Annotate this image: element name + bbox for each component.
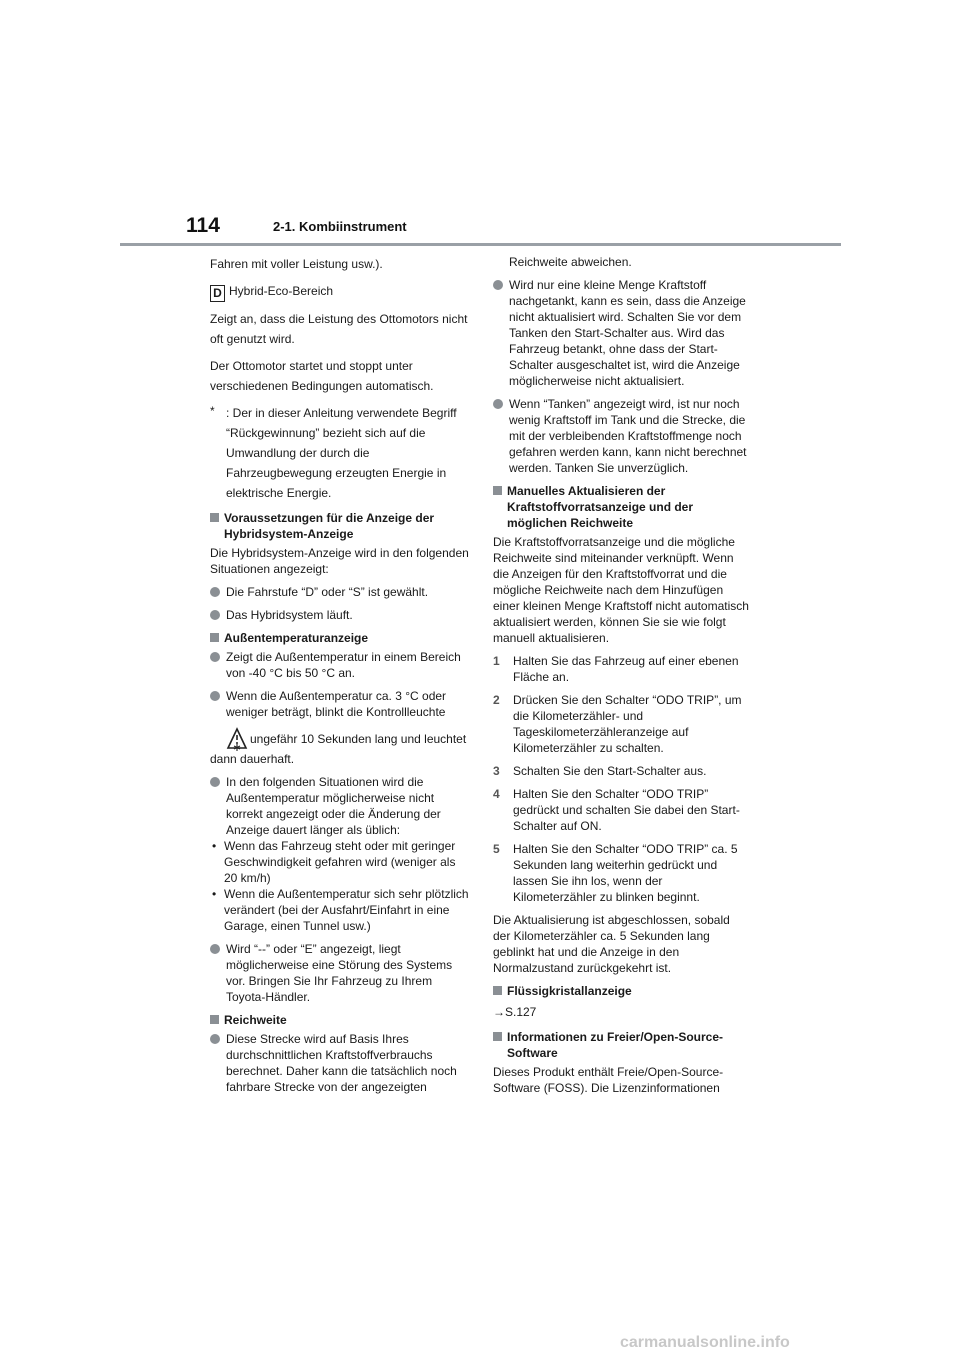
footnote-text: : Der in dieser Anleitung verwendete Begriff “Rückgewinnung” bezieht sich auf die Umwandlung der durch die Fahrzeugbewegung erzeugten Energie in elektrische Energie. xyxy=(226,406,457,500)
header-divider xyxy=(120,243,841,246)
hybrid-eco-title xyxy=(210,281,470,302)
circle-bullet-icon xyxy=(210,944,220,954)
heading-reichweite: Reichweite xyxy=(210,1012,470,1028)
watermark: carmanualsonline.info xyxy=(620,1334,790,1351)
square-bullet-icon xyxy=(210,633,219,642)
circle-bullet-icon xyxy=(210,777,220,787)
step-item: 5 Halten Sie den Schalter “ODO TRIP” ca. 5 Sekunden lang weiterhin gedrückt und lassen Sie ihn los, wenn der Kilometerzähler zu blinken beginnt. xyxy=(493,842,738,904)
list-item: Zeigt die Außentemperatur in einem Bereich von -40 °C bis 50 °C an. xyxy=(210,649,470,681)
ice-warning-icon xyxy=(226,727,248,751)
paragraph-continuation: Reichweite abweichen. xyxy=(509,255,632,269)
foss-paragraph: Dieses Produkt enthält Freie/Open-Source-Software (FOSS). Die Lizenzinformationen xyxy=(493,1065,724,1095)
heading-voraussetzungen: Voraussetzungen für die Anzeige der Hybridsystem-Anzeige xyxy=(210,510,470,542)
square-bullet-icon xyxy=(493,486,502,495)
square-bullet-icon xyxy=(210,1015,219,1024)
eco-paragraph-2: Der Ottomotor startet und stoppt unter verschiedenen Bedingungen automatisch. xyxy=(210,359,434,393)
footnote xyxy=(210,403,470,503)
footnote-star: * xyxy=(210,404,215,418)
list-item: Wenn die Außentemperatur ca. 3 °C oder weniger beträgt, blinkt die Kontrollleuchte xyxy=(210,688,470,720)
circle-bullet-icon xyxy=(493,399,503,409)
heading-foss: Informationen zu Freier/Open-Source-Software xyxy=(493,1029,749,1061)
list-item: Wenn “Tanken” angezeigt wird, ist nur noch wenig Kraftstoff im Tank und die Strecke, die mit der verbleibenden Kraftstoffmenge noch gefahren werden kann, kann nicht berechnet werden. Tanken Sie unverzüglich. xyxy=(493,396,749,476)
right-column xyxy=(493,254,749,1103)
list-item: Wird nur eine kleine Menge Kraftstoff nachgetankt, kann es sein, dass die Anzeige nicht aktualisiert wird. Schalten Sie vor dem Tanken den Start-Schalter aus. Wird das Fahrzeug betankt, ohne dass der Start-Schalter ausgeschaltet ist, wird die Anzeige möglicherweise nicht aktualisiert. xyxy=(493,277,749,389)
heading-manuell: Manuelles Aktualisieren der Kraftstoffvorratsanzeige und der möglichen Reichweite xyxy=(493,483,749,531)
eco-paragraph-1: Zeigt an, dass die Leistung des Ottomotors nicht oft genutzt wird. xyxy=(210,312,468,346)
circle-bullet-icon xyxy=(210,691,220,701)
paragraph-continuation: Fahren mit voller Leistung usw.). xyxy=(210,257,383,271)
sub-list-item: • Wenn das Fahrzeug steht oder mit geringer Geschwindigkeit gefahren wird (weniger als 20 km/h) xyxy=(212,839,456,885)
d-label-icon: D xyxy=(210,285,225,302)
sub-list-item: • Wenn die Außentemperatur sich sehr plötzlich verändert (bei der Ausfahrt/Einfahrt in eine Garage, einen Tunnel usw.) xyxy=(212,887,469,933)
left-column xyxy=(210,254,470,1102)
page-header xyxy=(0,0,960,250)
section-title: 2-1. Kombiinstrument xyxy=(273,219,407,234)
step-item: 2 Drücken Sie den Schalter “ODO TRIP”, um die Kilometerzähler- und Tageskilometerzähleranzeige auf Kilometerzähler zu schalten. xyxy=(493,693,742,755)
hybrid-eco-label: Hybrid-Eco-Bereich xyxy=(229,284,334,298)
list-item: Die Fahrstufe “D” oder “S” ist gewählt. xyxy=(210,584,470,600)
lcd-page-link[interactable]: →S.127 xyxy=(493,1005,537,1019)
abschluss-paragraph: Die Aktualisierung ist abgeschlossen, sobald der Kilometerzähler ca. 5 Sekunden lang geblinkt hat und die Anzeige in den Normalzustand zurückgekehrt ist. xyxy=(493,913,730,975)
list-item: Diese Strecke wird auf Basis Ihres durchschnittlichen Kraftstoffverbrauchs berechnet. Daher kann die tatsächlich noch fahrbare Strecke von der angezeigten xyxy=(210,1031,470,1095)
circle-bullet-icon xyxy=(493,280,503,290)
list-item: Wird “--” oder “E” angezeigt, liegt möglicherweise eine Störung des Systems vor. Bringen Sie Ihr Fahrzeug zu Ihrem Toyota-Händler. xyxy=(210,941,470,1005)
step-item: 3 Schalten Sie den Start-Schalter aus. xyxy=(493,764,707,778)
circle-bullet-icon xyxy=(210,1034,220,1044)
list-item: In den folgenden Situationen wird die Außentemperatur möglicherweise nicht korrekt angezeigt oder die Änderung der Anzeige dauert länger als üblich: • Wenn das Fahrzeug steht oder mit geringer Geschwindigkeit gefahren wird (weniger als 20 km/h) • Wenn die Außentemperatur sich sehr plötzlich verändert (bei der Ausfahrt/Einfahrt in eine Garage, einen Tunnel usw.) xyxy=(212,775,469,933)
list-item: Das Hybridsystem läuft. xyxy=(210,607,470,623)
heading-lcd: Flüssigkristallanzeige xyxy=(493,983,749,999)
page-number: 114 xyxy=(186,214,220,237)
circle-bullet-icon xyxy=(210,652,220,662)
manuell-paragraph: Die Kraftstoffvorratsanzeige und die mögliche Reichweite sind miteinander verknüpft. Wenn die Anzeigen für den Kraftstoffvorrat und die mögliche Reichweite nach dem Hinzufügen einer kleinen Menge Kraftstoff nicht automatisch aktualisiert werden, können Sie sie wie folgt manuell aktualisieren. xyxy=(493,535,749,645)
circle-bullet-icon xyxy=(210,610,220,620)
list-item-continuation: ungefähr 10 Sekunden lang und leuchtet dann dauerhaft. xyxy=(210,727,470,767)
square-bullet-icon xyxy=(210,513,219,522)
square-bullet-icon xyxy=(493,1032,502,1041)
heading-aussentemperatur: Außentemperaturanzeige xyxy=(210,630,470,646)
step-item: 1 Halten Sie das Fahrzeug auf einer ebenen Fläche an. xyxy=(493,654,739,684)
circle-bullet-icon xyxy=(210,587,220,597)
square-bullet-icon xyxy=(493,986,502,995)
voraussetzungen-paragraph: Die Hybridsystem-Anzeige wird in den folgenden Situationen angezeigt: xyxy=(210,546,469,576)
step-item: 4 Halten Sie den Schalter “ODO TRIP” gedrückt und schalten Sie dabei den Start-Schalter auf ON. xyxy=(493,787,740,833)
